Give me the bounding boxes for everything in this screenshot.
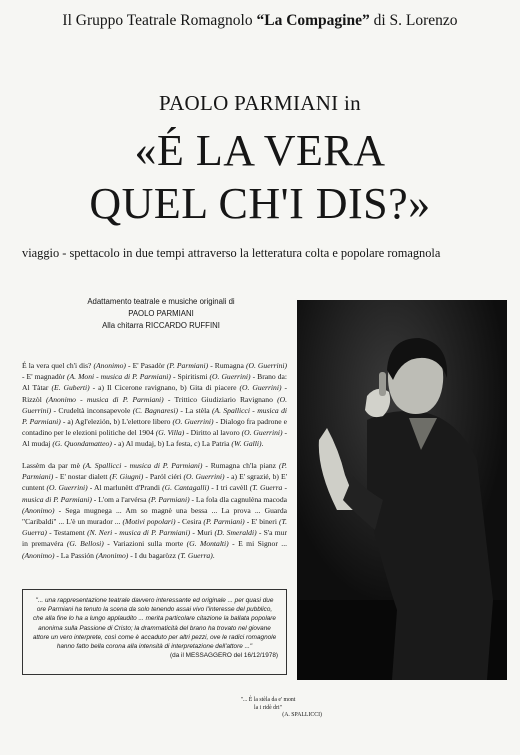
program-text: . [212,550,215,560]
program-text: - a) Al mudaj, b) La festa, c) La Patria [111,439,232,449]
program-text: - Trittico Giudiziario Ravignano [163,394,278,404]
program-text: É la vera quel ch'i dis? [22,361,94,370]
epigraph-line: la i ridè dri" [254,704,282,711]
program-author: (A. Spallicci - musica di P. Parmiani) [22,405,287,427]
header-line [0,12,520,30]
program-text: - La stèla [178,405,212,415]
company-name: “La Compagine” [256,12,370,29]
program-author: (G. Villa) [155,428,185,438]
program-text: - a) E' sgrazié, b) E' cuntent [22,472,287,493]
program-author: (P. Parmiani) [148,494,190,504]
header-post: di S. Lorenzo [369,12,458,29]
credits-line: PAOLO PARMIANI [128,309,194,319]
program-text: - a) Il Cicerone ravignano, b) Gita di piacere [89,383,240,393]
program-author: (N. Neri - musica di P. Parmiani) [87,528,191,538]
program-text: - E mi Signor ... [228,539,288,549]
program-text: - Muri [190,528,215,538]
program-author: (T. Guerra - musica di P. Parmiani) [22,483,287,504]
program-author: (F. Giugni) [109,472,144,482]
title-line-2: QUEL CH'I DIS?» [89,179,431,228]
review-quote-box [22,589,287,675]
program-text: - E' nostar dialett [53,472,110,482]
program-author: (P. Parmiani) [166,361,209,370]
program-first-half [22,360,287,450]
program-text: - La fola dla cagnulèna macoda [189,494,288,504]
program-author: (Anonimo) [95,550,129,560]
review-quote: "... una rappresentazione teatrale davvero interessante ed originale ... per quasi due ore Parmiani ha tenuto la scena da solo tenendo assai vivo l'interesse del pubblico, che alla fine lo ha a lungo applaudito ... merita particolare citazione la ballata popolare anonima sulla Passione di Cristo; la drammaticità del brano ha trovato nel giovane attore un vero interprete, così come è accaduto per altri pezzi, ove le radici romagnole hanno fatto bella corona alla intensità di interpretazione dell'attore ..." [32,597,277,651]
microphone [379,372,386,396]
program-second-half [22,460,287,561]
program-author: (O. Guerrini) [46,483,88,493]
program-author: (O. Guerrini) [172,417,214,427]
credits [66,296,256,333]
program-text: - a) Agl'elezión, b) L'elettore libero [60,417,173,427]
program-author: (O. Guerrini) [209,372,251,382]
program-author: (O. Guerrini) [22,394,287,415]
program-author: (Anonimo - musica di P. Parmiani) [46,394,164,404]
program-text: - I tri cavèll [209,483,250,493]
program-text: - I du bagaròzz [128,550,178,560]
subtitle: viaggio - spettacolo in due tempi attraverso la letteratura colta e popolare romagnola [22,246,441,260]
program-text: - Cesira [175,517,204,527]
program-text: - E' Pasadòr [125,361,167,370]
program-author: (A. Moni - musica di P. Parmiani) [66,372,171,382]
program-author: (P. Parmiani) [203,517,245,527]
program-author: (O. Guerrini) [245,361,288,370]
program-text: - La Passión [54,550,96,560]
header-pre: Il Gruppo Teatrale Romagnolo [62,12,257,29]
credits-line: Adattamento teatrale e musiche originali di [87,297,235,306]
program-text: . [261,439,264,449]
program-author: (C. Bagnaresi) [132,405,179,415]
program-author: (T. Guerra) [177,550,213,560]
program-author: (Anonimo) [93,361,126,370]
program-author: (O. Guerrini) [239,383,282,393]
program-author: (W. Galli) [231,439,262,449]
program-text: - Rizzòl [22,383,287,404]
program-author: (Anonimo) [22,550,55,560]
program-text: - Spiritismi [170,372,210,382]
program-author: (G. Montalti) [186,539,229,549]
program-text: - Dialogo fra padrone e contadino per le elezioni politiche del 1904 [22,417,287,438]
program-author: (A. Spallicci - musica di P. Parmiani) [82,461,203,470]
epigraph-author: (A. SPALLICCI) [282,712,322,719]
program-author: (Motivi popolari) [122,517,176,527]
program-text: - E' bineri [244,517,279,527]
program-author: (Anonimo) [22,505,55,515]
program-author: (D. Smeraldi) [214,528,257,538]
program-author: (G. Cantagalli) [162,483,210,493]
title-line-1: «É LA VERA [134,126,386,175]
program-author: (T. Guerra) [22,517,288,538]
review-source: (da il MESSAGGERO del 16/12/1978) [170,652,278,660]
program-text: - Testament [46,528,88,538]
program-text: Lassèm da par mè [22,461,83,470]
program-text: - Crudeltà inconsapevole [51,405,133,415]
program-text: - Brano da: Al Tàtar [22,372,287,393]
program-text: - S'a mur in premavéra [22,528,288,549]
program-author: (G. Bellosi) [66,539,104,549]
program-text: - L'om a l'arvérsa [91,494,149,504]
program-text: - Rumagna [208,361,246,370]
performer-photo [297,300,507,680]
program-author: (G. Quondamatteo) [52,439,112,449]
artist-line: PAOLO PARMIANI in [159,91,361,115]
program-text: - Diritto al lavoro [184,428,242,438]
program-text: - Al mudaj [22,428,288,449]
epigraph-line: "... È la stèla da e' mont [240,697,296,703]
program-text: - Al marlunètt d'Prandi [87,483,163,493]
program-text: - Sega mugnega ... Am so magnè una bessa ... La prova ... Guarda "Caribaldi" ... L'è un murador ... [22,505,287,527]
credits-line: Alla chitarra RICCARDO RUFFINI [102,321,220,331]
program-text: - E' magnadòr [22,372,67,382]
program-author: (O. Guerrini) [241,428,283,438]
program-author: (E. Guberti) [51,383,90,393]
program-text: - Paról ciéri [143,472,184,482]
program-author: (O. Guerrini) [183,472,225,482]
program-text: - Rumagna ch'la pianz [202,461,279,470]
epigraph [208,697,328,720]
program-author: (P. Parmiani) [22,461,288,482]
program-text: - Variazioni sulla morte [103,539,187,549]
